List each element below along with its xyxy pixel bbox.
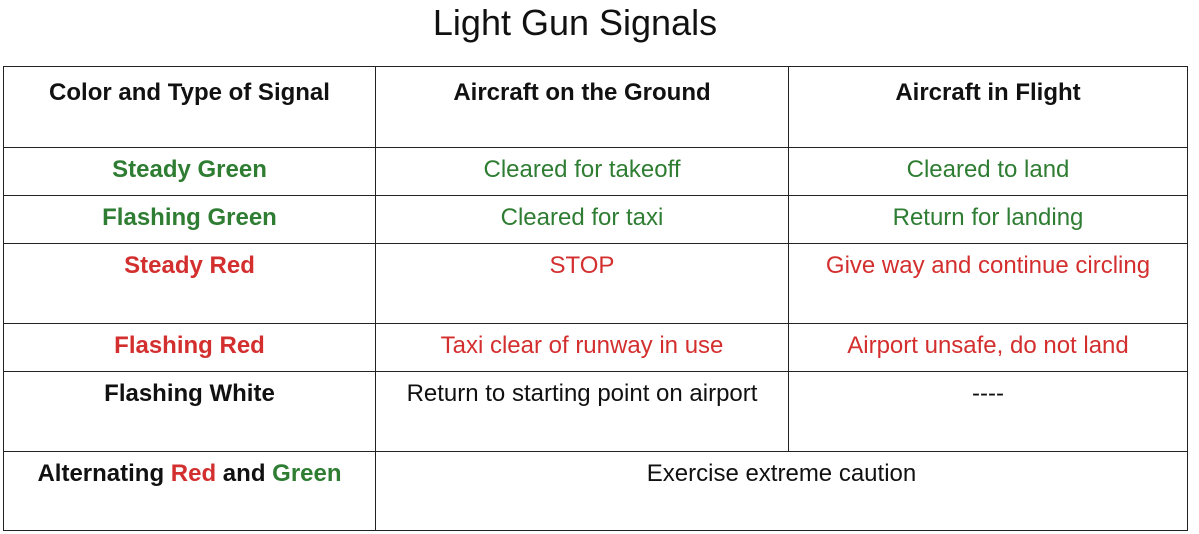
flight-action-cell: Cleared to land: [789, 148, 1188, 196]
ground-action-cell: Cleared for takeoff: [376, 148, 789, 196]
header-aircraft-ground: Aircraft on the Ground: [376, 67, 789, 148]
header-row: [4, 67, 1188, 148]
light-gun-signals-table: [3, 66, 1188, 531]
table-row-alternating: [4, 452, 1188, 531]
flight-action-cell: Return for landing: [789, 196, 1188, 244]
ground-action-cell: Return to starting point on airport: [376, 372, 789, 452]
header-aircraft-flight: Aircraft in Flight: [789, 67, 1188, 148]
signal-name-cell: Flashing Green: [4, 196, 376, 244]
signal-name-cell: Flashing Red: [4, 324, 376, 372]
signal-part-red: Red: [170, 460, 217, 487]
table-row: [4, 196, 1188, 244]
ground-action-cell: Taxi clear of runway in use: [376, 324, 789, 372]
merged-action-cell: Exercise extreme caution: [376, 452, 1188, 531]
page-title: Light Gun Signals: [432, 2, 718, 43]
header-signal-type: Color and Type of Signal: [4, 67, 376, 148]
flight-action-cell: Give way and continue circling: [789, 244, 1188, 324]
signal-name-cell: Steady Red: [4, 244, 376, 324]
signal-part-alternating: Alternating: [37, 460, 171, 487]
flight-action-cell: ----: [789, 372, 1188, 452]
signal-part-and: and: [216, 460, 273, 487]
signal-part-green: Green: [272, 460, 342, 487]
flight-action-cell: Airport unsafe, do not land: [789, 324, 1188, 372]
table-row: [4, 372, 1188, 452]
signal-name-cell: Flashing White: [4, 372, 376, 452]
ground-action-cell: STOP: [376, 244, 789, 324]
table-row: [4, 148, 1188, 196]
table-row: [4, 244, 1188, 324]
ground-action-cell: Cleared for taxi: [376, 196, 789, 244]
signal-name-cell: [4, 452, 376, 531]
signal-name-cell: Steady Green: [4, 148, 376, 196]
table-row: [4, 324, 1188, 372]
